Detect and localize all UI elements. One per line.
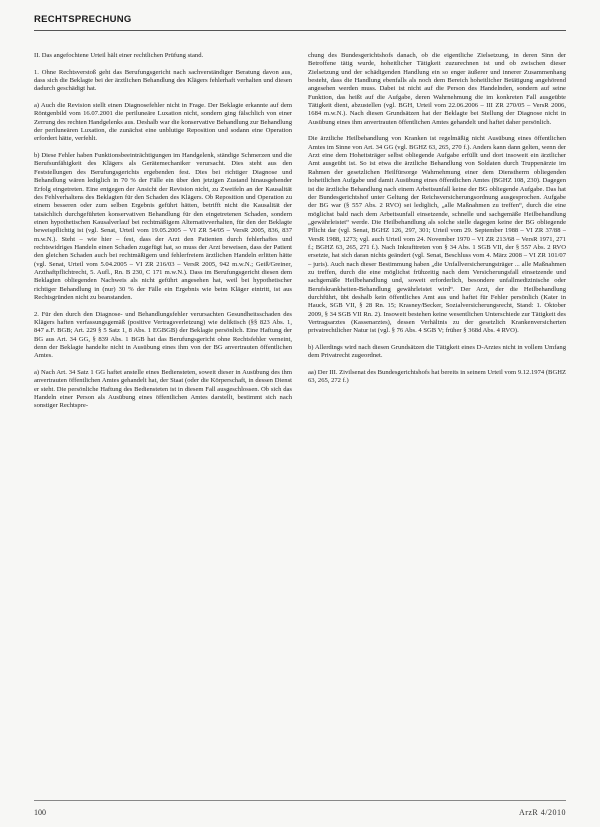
right-column bbox=[308, 52, 566, 794]
paragraph: 1. Ohne Rechtsverstoß geht das Berufungsgericht nach sachverständiger Beratung davon aus, dass sich die Beklagte bei der ärztlichen Behandlung des Klägers fehlerhaft verhalten und diesen dadurch geschädigt hat. bbox=[34, 68, 292, 93]
paragraph: a) Auch die Revision stellt einen Diagnosefehler nicht in Frage. Der Beklagte erkannte auf dem Röntgenbild vom 16.07.2001 die periluneäre Luxation nicht, sondern ging fälschlich von einer Zerrung des rechten Handgelenks aus. Deshalb war die konservative Behandlung zur Behandlung der periluneären Luxation, die zunächst eine unblutige Reposition und sodann eine Operation erfordert hätte, verfehlt. bbox=[34, 102, 292, 143]
paragraph: 2. Für den durch den Diagnose- und Behandlungsfehler verursachten Gesundheitsschaden des Klägers haften verfassungsgemäß (positive Vertragsverletzung) wie deliktisch (§§ 823 Abs. 1, 847 a.F. BGB; Art. 229 § 5 Satz 1, 8 Abs. 1 EGBGB) der Beklagte persönlich. Eine Haftung der BG aus Art. 34 GG, § 839 Abs. 1 BGB hat das Berufungsgericht ohne Rechtsfehler verneint, denn der Beklagte handelte nicht in Ausübung eines ihm von der BG anvertrauten öffentlichen Amtes. bbox=[34, 310, 292, 360]
paragraph: chung des Bundesgerichtshofs danach, ob die eigentliche Zielsetzung, in deren Sinn der Betroffene tätig wurde, hoheitlicher Tätigkeit zuzurechnen ist und ob zwischen dieser Zielsetzung und der schädigenden Handlung ein so enger äußerer und innerer Zusammenhang besteht, dass die Handlung ebenfalls als noch dem Bereich hoheitlicher Betätigung angehörend angesehen werden muss. Dabei ist nicht auf die Person des Handelnden, sondern auf seine Funktion, das heißt auf die Aufgabe, deren Wahrnehmung die im konkreten Fall ausgeübte Tätigkeit dient, abzustellen (vgl. BGH, Urteil vom 22.06.2006 – III ZR 270/05 – VersR 2006, 1684 m.w.N.). Nach diesen Grundsätzen hat der Beklagte bei Stellung der Diagnose nicht in Ausübung eines ihm anvertrauten öffentlichen Amtes gehandelt und haftet daher persönlich. bbox=[308, 52, 566, 126]
paragraph: b) Allerdings wird nach diesen Grundsätzen die Tätigkeit eines D-Arztes nicht in vollem Umfang dem Privatrecht zugeordnet. bbox=[308, 344, 566, 360]
journal-issue: ArzR 4/2010 bbox=[518, 808, 566, 817]
paragraph: b) Diese Fehler haben Funktionsbeeinträchtigungen im Handgelenk, ständige Schmerzen und die Berufsunfähigkeit des Klägers als Gerätemechaniker verursacht. Dies steht aus den Feststellungen des Berufungsgerichts ergebenden fest. Dies bei richtiger Diagnose und Behandlung wären lediglich in 70 % der Fälle ein über den jetzigen Zustand hinausgehender Erfolg eingetreten. Eine entgegen der Ansicht der Revision nicht, zu Zweifeln an der Kausalität des Fehlverhaltens des Beklagten für den Schaden des Klägers. Ob Reposition und Operation zu einem besseren oder zum selben Ergebnis geführt hätten, betrifft nicht die Kausalität der tatsächlich durchgeführten konservativen Behandlung für den eingetretenen Schaden, sondern einen hypothetischen Kausalverlauf bei rechtmäßigem Alternativverhalten, für den der Beklagte beweispflichtig ist (vgl. Senat, Urteil vom 19.05.2005 – VI ZR 54/05 – VersR 2005, 836, 837 m.w.N.). Steht – wie hier – fest, dass der Arzt den Patienten durch fehlerhaftes und rechtswidriges Handeln einen Schaden zugefügt hat, so muss der Arzt beweisen, dass der Patient den gleichen Schaden auch bei rechtmäßigem und fehlerfreiem ärztlichen Handeln erlitten hätte (vgl. Senat, Urteil vom 5.04.2005 – VI ZR 216/03 – VersR 2005, 942 m.w.N.; Geiß/Greiner, Arzthaftpflichtrecht, 5. Aufl., Rn. B 230, C 171 m.w.N.). Dass im Berufungsgericht diesen dem Beklagten obliegenden Nachweis als nicht geführt angesehen hat, weil bei hypothetischer richtiger Behandlung in (nur) 30 % der Fälle ein Ergebnis wie beim Kläger eintritt, ist aus Rechtsgründen nicht zu beanstanden. bbox=[34, 152, 292, 301]
header-divider bbox=[34, 30, 566, 31]
section-header: RECHTSPRECHUNG bbox=[34, 14, 132, 25]
footer-divider bbox=[34, 800, 566, 801]
paragraph: Die ärztliche Heilbehandlung von Kranken ist regelmäßig nicht Ausübung eines öffentlichen Amtes im Sinne von Art. 34 GG (vgl. BGHZ 63, 265, 270 f.). Anders kann dann gelten, wenn der Arzt eine dem Hoheitsträger selbst obliegende Aufgabe erfüllt und dort insoweit ein ärztlicher Amt ausgeübt ist. So ist etwa die ärztliche Behandlung von Soldaten durch Truppenärzte im Rahmen der gesetzlichen Heilfürsorge Wahrnehmung einer dem Dienstherrn obliegenden hoheitlichen Aufgabe und damit Ausübung eines öffentlichen Amtes (BGHZ 108, 230). Dagegen ist die ärztliche Behandlung nach einem Arbeitsunfall keine der BG obliegende Aufgabe. Das hat der Bundesgerichtshof unter Geltung der Reichsversicherungsordnung ausgesprochen. Aufgabe der BG war (§ 557 Abs. 2 RVO) sei lediglich, „alle Maßnahmen zu treffen“, durch die eine möglichst bald nach dem Arbeitsunfall einsetzende, schnelle und sachgemäße Heilbehandlung „gewährleistet“ werde. Die Heilbehandlung als solche stelle dagegen keine der BG obliegende Pflicht dar (vgl. Senat, BGHZ 126, 297, 301; Urteil vom 29. September 1988 – VI ZR 37/88 – VersR 1988, 1273; vgl. auch Urteil vom 24. November 1970 – VI ZR 213/68 – VersR 1971, 271 f.; BGHZ 63, 265, 271 f.). Nach Inkrafttreten von § 34 Abs. 1 SGB VII, der § 557 Abs. 2 RVO ersetzte, hat sich daran nichts geändert (vgl. Senat, Beschluss vom 4. März 2008 – VI ZR 101/07 – juris). Auch nach dieser Bestimmung haben „die Unfallversicherungsträger ... alle Maßnahmen zu treffen, durch die eine möglichst frühzeitig nach dem Versicherungsfall einsetzende und sachgemäße Heilbehandlung und, soweit erforderlich, besondere unfallmedizinische oder Berufskrankheiten-Behandlung gewährleistet wird“. Der Arzt, der die Heilbehandlung durchführt, übt deshalb kein öffentliches Amt aus und haftet für Fehler persönlich (Kater in Hauck, SGB VII, § 28 Rn. 15; Krasney/Becker, Sozialversicherungsrecht, Stand: 1. Oktober 2009, § 34 SGB VII Rn. 2). Insoweit bestehen keine wesentlichen Unterschiede zur Tätigkeit des Vertragsarztes (Kassenarztes), dessen Verhältnis zu der gesetzlich Krankenversicherten privatrechtlicher Natur ist (vgl. § 76 Abs. 4 SGB V; früher § 368d Abs. 4 RVO). bbox=[308, 135, 566, 335]
paragraph: aa) Der III. Zivilsenat des Bundesgerichtshofs hat bereits in seinem Urteil vom 9.12.1974 (BGHZ 63, 265, 272 f.) bbox=[308, 369, 566, 385]
page-number: 100 bbox=[34, 808, 46, 817]
paragraph: II. Das angefochtene Urteil hält einer rechtlichen Prüfung stand. bbox=[34, 52, 204, 59]
paragraph: a) Nach Art. 34 Satz 1 GG haftet anstelle eines Bediensteten, soweit dieser in Ausübung des ihm anvertrauten öffentlichen Amtes gehandelt hat, der Staat (oder die Körperschaft, in dessen Dienst er steht. Die persönliche Haftung des Bediensteten ist in diesem Fall ausgeschlossen. Ob sich das Handeln einer Person als Ausübung eines öffentlichen Amtes darstellt, bestimmt sich nach sonstiger Rechtspre- bbox=[34, 369, 292, 410]
left-column bbox=[34, 52, 292, 794]
